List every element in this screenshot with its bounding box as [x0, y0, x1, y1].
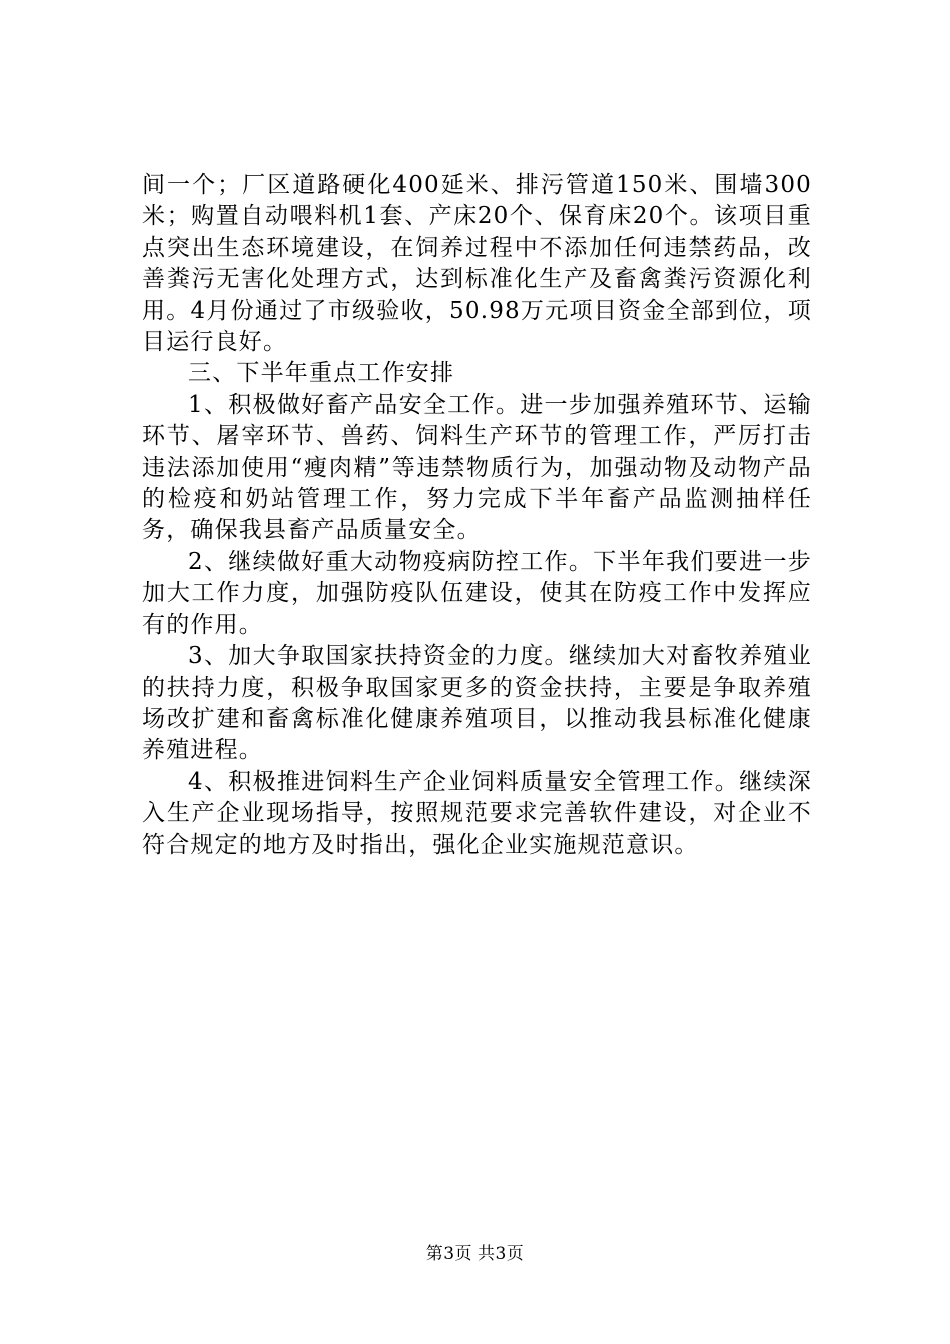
section-heading: 三、下半年重点工作安排 — [188, 360, 455, 387]
document-body — [142, 170, 812, 861]
paragraph-item-4: 4、积极推进饲料生产企业饲料质量安全管理工作。继续深入生产企业现场指导，按照规范要求完善软件建设，对企业不符合规定的地方及时指出，强化企业实施规范意识。 — [142, 768, 812, 858]
paragraph-item-2: 2、继续做好重大动物疫病防控工作。下半年我们要进一步加大工作力度，加强防疫队伍建设，使其在防疫工作中发挥应有的作用。 — [142, 548, 812, 638]
paragraph-item-1: 1、积极做好畜产品安全工作。进一步加强养殖环节、运输环节、屠宰环节、兽药、饲料生产环节的管理工作，严厉打击违法添加使用“瘦肉精”等违禁物质行为，加强动物及动物产品的检疫和奶站管理工作，努力完成下半年畜产品监测抽样任务，确保我县畜产品质量安全。 — [142, 391, 812, 544]
paragraph-item-3: 3、加大争取国家扶持资金的力度。继续加大对畜牧养殖业的扶持力度，积极争取国家更多的资金扶持，主要是争取养殖场改扩建和畜禽标准化健康养殖项目，以推动我县标准化健康养殖进程。 — [142, 643, 812, 764]
paragraph-continued: 间一个；厂区道路硬化400延米、排污管道150米、围墙300米；购置自动喂料机1套、产床20个、保育床20个。该项目重点突出生态环境建设，在饲养过程中不添加任何违禁药品，改善粪污无害化处理方式，达到标准化生产及畜禽粪污资源化利用。4月份通过了市级验收，50.98万元项目资金全部到位，项目运行良好。 — [142, 172, 812, 356]
page-number-footer: 第3页 共3页 — [425, 1244, 525, 1264]
